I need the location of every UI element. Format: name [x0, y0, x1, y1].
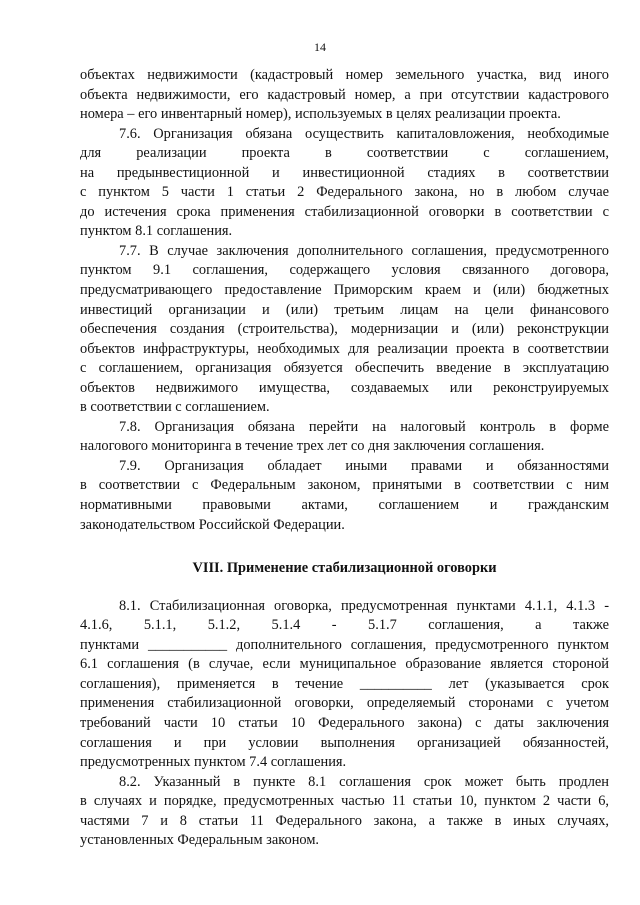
text-line: номера – его инвентарный номер), используемых в целях реализации проекта.	[80, 106, 561, 123]
text-line: 6.1 соглашения (в случае, если муниципальное образование является стороной	[80, 656, 609, 673]
paragraph-intro	[80, 66, 609, 125]
text-line: применения стабилизационной оговорки, определяемый сторонами с учетом	[80, 695, 609, 712]
text-line: обеспечения создания (строительства), модернизации и (или) реконструкции	[80, 321, 609, 338]
text-line: с пунктом 5 части 1 статьи 2 Федерального закона, но в любом случае	[80, 184, 609, 201]
text-line: законодательством Российской Федерации.	[80, 516, 345, 533]
text-line: налогового мониторинга в течение трех лет со дня заключения соглашения.	[80, 438, 545, 455]
text-line: на предынвестиционной и инвестиционной стадиях в соответствии	[80, 164, 609, 181]
text-line: нормативными правовыми актами, соглашением и гражданским	[80, 497, 609, 514]
text-line: объектах недвижимости (кадастровый номер земельного участка, вид иного	[80, 67, 609, 83]
text-line: предусматривающего предоставление Приморским краем и (или) бюджетных	[80, 282, 609, 299]
text-line: 8.1. Стабилизационная оговорка, предусмотренная пунктами 4.1.1, 4.1.3 -	[119, 597, 609, 614]
text-line: 8.2. Указанный в пункте 8.1 соглашения срок может быть продлен	[119, 773, 609, 790]
paragraph-7-9	[80, 457, 609, 535]
text-line: инвестиций организации и (или) третьим лицам на цели финансового	[80, 301, 609, 318]
text-line: в соответствии с Федеральным законом, принятыми в соответствии с ним	[80, 477, 609, 494]
text-line: требований части 10 статьи 10 Федерального закона) с даты заключения	[80, 714, 609, 731]
text-line: с соглашением, организация обязуется обеспечить введение в эксплуатацию	[80, 360, 609, 377]
text-line: установленных Федеральным законом.	[80, 832, 320, 849]
text-line: 7.9. Организация обладает иными правами и обязанностями	[119, 457, 609, 474]
text-line: частями 7 и 8 статьи 11 Федерального закона, а также в иных случаях,	[80, 812, 609, 829]
section-heading: VIII. Применение стабилизационной оговорки	[192, 560, 497, 577]
text-line: 4.1.6, 5.1.1, 5.1.2, 5.1.4 - 5.1.7 соглашения, а также	[80, 617, 609, 634]
paragraph-8-1	[80, 597, 609, 773]
document-body	[80, 66, 609, 851]
text-line: для реализации проекта в соответствии с соглашением,	[80, 145, 609, 162]
text-line: в соответствии с соглашением.	[80, 399, 270, 416]
text-line: 7.7. В случае заключения дополнительного соглашения, предусмотренного	[119, 242, 609, 259]
text-line: до истечения срока применения стабилизационной оговорки в соответствии с	[80, 203, 609, 220]
text-line: 7.6. Организация обязана осуществить капиталовложения, необходимые	[119, 125, 609, 142]
text-line: в случаях и порядке, предусмотренных частью 11 статьи 10, пунктом 2 части 6,	[80, 793, 609, 810]
paragraph-8-2	[80, 773, 609, 851]
text-line: предусмотренных пунктом 7.4 соглашения.	[80, 754, 347, 771]
paragraph-7-8	[80, 418, 609, 457]
text-line: пунктами ___________ дополнительного соглашения, предусмотренного пунктом	[80, 636, 609, 653]
text-line: объектов недвижимого имущества, создаваемых или реконструируемых	[80, 379, 609, 396]
text-line: пунктом 8.1 соглашения.	[80, 223, 233, 240]
text-line: объектов инфраструктуры, необходимых для реализации проекта в соответствии	[80, 340, 609, 357]
paragraph-7-6	[80, 125, 609, 242]
text-line: пунктом 9.1 соглашения, содержащего условия связанного договора,	[80, 262, 609, 279]
paragraph-7-7	[80, 242, 609, 418]
text-line: 7.8. Организация обязана перейти на налоговый контроль в форме	[119, 418, 609, 435]
page-number: 14	[314, 40, 326, 54]
text-line: соглашения и при условии выполнения организацией обязанностей,	[80, 734, 609, 751]
text-line: соглашения), применяется в течение __________ лет (указывается срок	[80, 675, 609, 692]
text-line: объекта недвижимости, его кадастровый номер, а при отсутствии кадастрового	[80, 86, 609, 103]
